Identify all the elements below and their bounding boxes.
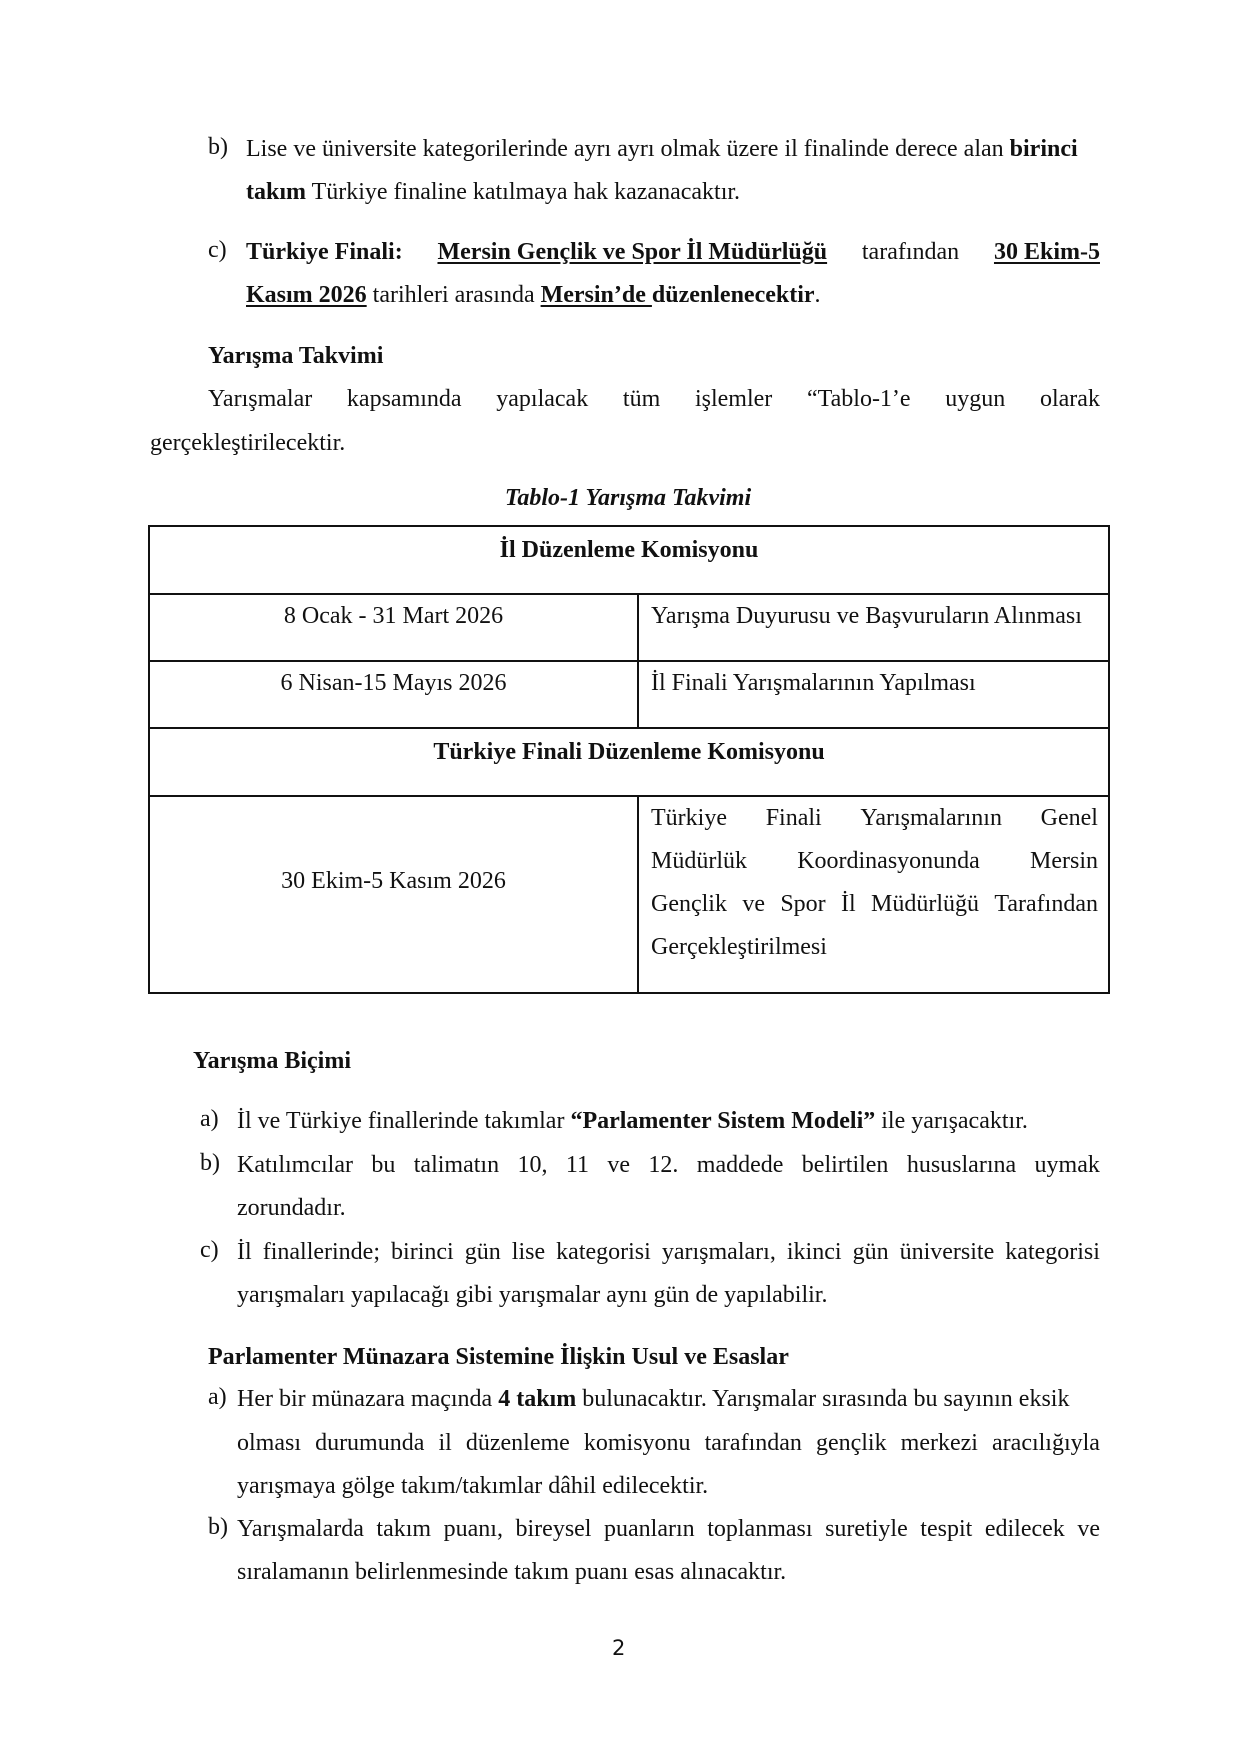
text: tarihleri arasında (366, 282, 541, 308)
activity-cell: Yarışma Duyurusu ve Başvuruların Alınması (638, 594, 1109, 661)
bold-text: takım (246, 179, 306, 205)
list-label: b) (208, 134, 228, 160)
list-text-line2 (237, 1428, 1100, 1458)
word: ve (742, 891, 765, 917)
word: tüm (622, 386, 661, 412)
word: Tarafından (994, 891, 1098, 917)
word: aracılığıyla (992, 1430, 1100, 1456)
bold-text: “Parlamenter Sistem Modeli” (570, 1108, 876, 1134)
word: Koordinasyonunda (797, 848, 980, 874)
section-heading-rules: Parlamenter Münazara Sistemine İlişkin Usul ve Esaslar (208, 1344, 789, 1370)
word: 12. (648, 1152, 679, 1178)
word: ikinci (786, 1239, 842, 1265)
word: Genel (1040, 805, 1098, 831)
word: Yarışmalarının (860, 805, 1002, 831)
group-header-cell: İl Düzenleme Komisyonu (149, 526, 1109, 594)
list-text-line3: yarışmaya gölge takım/takımlar dâhil edilecektir. (237, 1473, 709, 1499)
table-group-header (149, 728, 1109, 796)
word: hususlarına (906, 1152, 1017, 1178)
word: kategorisi (1005, 1239, 1100, 1265)
text: bulunacaktır. Yarışmalar sırasında bu sayının eksik (576, 1386, 1070, 1412)
list-text-line2: sıralamanın belirlenmesinde takım puanı esas alınacaktır. (237, 1559, 787, 1585)
list-text-line1 (237, 1237, 1100, 1267)
word: işlemler (694, 386, 773, 412)
word: Gerçekleştirilmesi (651, 934, 827, 960)
paragraph-line2: gerçekleştirilecektir. (150, 430, 346, 456)
list-text-line1 (237, 1514, 1100, 1544)
bold-text: düzenlenecektir (651, 282, 815, 308)
word: İl (237, 1239, 252, 1265)
activity-cell (638, 796, 1109, 993)
word: 10, (517, 1152, 548, 1178)
word: Yarışmalarda (237, 1516, 364, 1542)
bold-text: 4 takım (498, 1386, 577, 1412)
word: kapsamında (346, 386, 462, 412)
text: Her bir münazara maçında (237, 1386, 499, 1412)
word: uygun (945, 386, 1006, 412)
word: İl (841, 891, 856, 917)
date-cell: 30 Ekim-5 Kasım 2026 (149, 796, 638, 993)
text: ile yarışacaktır. (875, 1108, 1028, 1134)
word: puanların (604, 1516, 695, 1542)
word: il (438, 1430, 452, 1456)
table-row (149, 594, 1109, 661)
word: olması (237, 1430, 301, 1456)
word: yarışmaları, (661, 1239, 776, 1265)
word: Spor (780, 891, 826, 917)
word: Gençlik (651, 891, 727, 917)
list-text-line2 (246, 177, 740, 207)
text: Lise ve üniversite kategorilerinde ayrı ayrı olmak üzere il finalinde derece alan (246, 136, 1010, 162)
activity-line (651, 840, 1098, 883)
word: ve (607, 1152, 630, 1178)
word: birinci (391, 1239, 454, 1265)
word: gün (464, 1239, 501, 1265)
list-label: c) (208, 237, 227, 263)
word: suretiyle (825, 1516, 908, 1542)
word: komisyonu (583, 1430, 691, 1456)
word: durumunda (315, 1430, 425, 1456)
word: Yarışmalar (208, 386, 313, 412)
activity-cell: İl Finali Yarışmalarının Yapılması (638, 661, 1109, 728)
list-text-line2 (246, 280, 821, 310)
word: merkezi (900, 1430, 978, 1456)
activity-line (651, 883, 1098, 926)
word: lise (511, 1239, 546, 1265)
punctuation: . (814, 282, 821, 308)
word: olarak (1039, 386, 1100, 412)
text: Türkiye finaline katılmaya hak kazanacaktır. (306, 179, 741, 205)
word: gün (852, 1239, 889, 1265)
underlined-date: Kasım 2026 (246, 282, 367, 308)
word: 11 (565, 1152, 589, 1178)
list-label: b) (200, 1150, 220, 1176)
word: takım (376, 1516, 432, 1542)
list-label: a) (200, 1106, 219, 1132)
word: düzenleme (465, 1430, 570, 1456)
word: toplanması (707, 1516, 813, 1542)
list-label: a) (208, 1384, 227, 1410)
list-text-line1 (246, 237, 1100, 267)
word: maddede (696, 1152, 784, 1178)
word: Türkiye (651, 805, 727, 831)
calendar-table (148, 525, 1110, 994)
text: tarafından (861, 239, 960, 265)
word: Müdürlüğü (871, 891, 980, 917)
word: bu (371, 1152, 396, 1178)
underlined-place: Mersin’de (540, 282, 652, 308)
bold-text: Türkiye Finali: (246, 239, 403, 265)
list-text-line1 (246, 134, 1100, 164)
table-caption: Tablo-1 Yarışma Takvimi (504, 485, 752, 511)
word: ve (1077, 1516, 1100, 1542)
word: Katılımcılar (237, 1152, 353, 1178)
word: Müdürlük (651, 848, 747, 874)
word: üniversite (899, 1239, 995, 1265)
table-row (149, 796, 1109, 993)
list-text-line1 (237, 1106, 1028, 1136)
word: uymak (1034, 1152, 1100, 1178)
word: tespit (920, 1516, 973, 1542)
table-row (149, 661, 1109, 728)
activity-line (651, 797, 1098, 840)
table-group-header (149, 526, 1109, 594)
word: talimatın (413, 1152, 500, 1178)
paragraph-line1 (208, 384, 1100, 414)
word: gençlik (815, 1430, 887, 1456)
list-text-line1 (237, 1150, 1100, 1180)
word: belirtilen (801, 1152, 889, 1178)
word: tarafından (704, 1430, 802, 1456)
underlined-org: Mersin Gençlik ve Spor İl Müdürlüğü (437, 239, 828, 265)
list-label: b) (208, 1514, 228, 1540)
word: edilecek (984, 1516, 1065, 1542)
word: Mersin (1030, 848, 1099, 874)
list-text-line2: yarışmaları yapılacağı gibi yarışmalar aynı gün de yapılabilir. (237, 1282, 828, 1308)
section-heading-calendar: Yarışma Takvimi (208, 343, 384, 369)
word: finallerinde; (262, 1239, 380, 1265)
activity-line (651, 926, 1098, 969)
text: İl ve Türkiye finallerinde takımlar (237, 1108, 571, 1134)
bold-text: birinci (1009, 136, 1078, 162)
word: puanı, (443, 1516, 503, 1542)
date-cell: 8 Ocak - 31 Mart 2026 (149, 594, 638, 661)
word: kategorisi (556, 1239, 651, 1265)
underlined-date: 30 Ekim-5 (993, 239, 1100, 265)
word: Finali (765, 805, 822, 831)
section-heading-format: Yarışma Biçimi (193, 1048, 351, 1074)
list-label: c) (200, 1237, 219, 1263)
group-header-cell: Türkiye Finali Düzenleme Komisyonu (149, 728, 1109, 796)
page-number: 2 (612, 1636, 626, 1660)
list-text-line2: zorundadır. (237, 1195, 346, 1221)
list-text-line1 (237, 1384, 1100, 1414)
word: bireysel (515, 1516, 592, 1542)
date-cell: 6 Nisan-15 Mayıs 2026 (149, 661, 638, 728)
word: “Tablo-1’e (806, 386, 911, 412)
word: yapılacak (496, 386, 589, 412)
